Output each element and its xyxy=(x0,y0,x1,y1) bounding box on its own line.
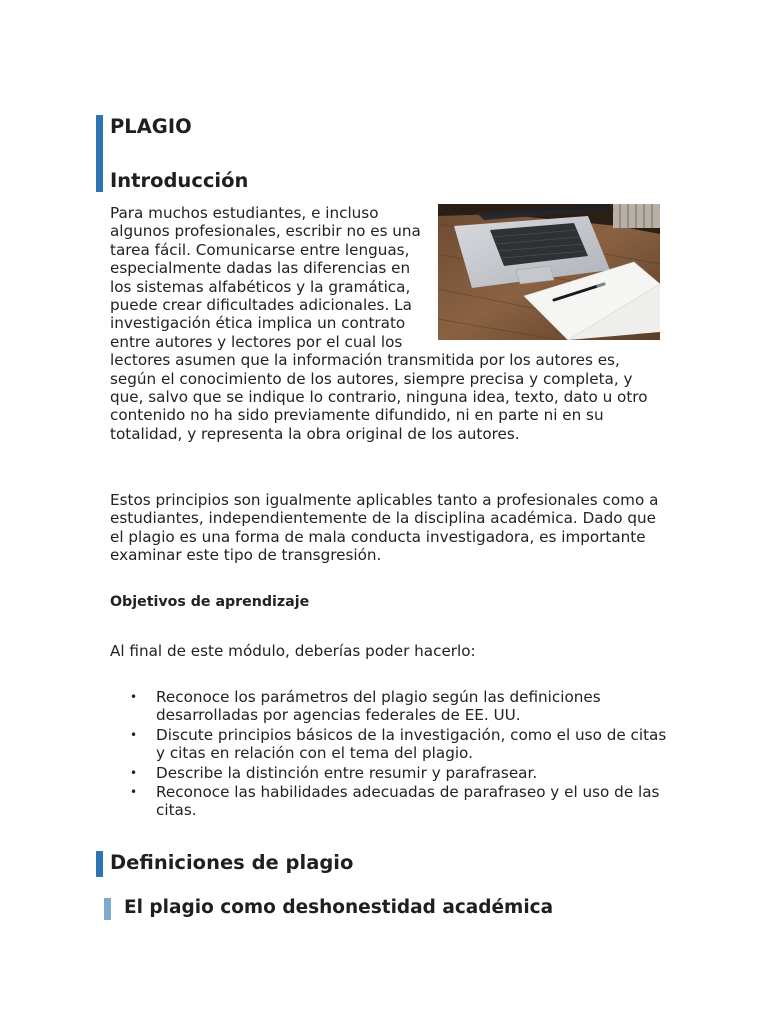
definitions-heading: Definiciones de plagio xyxy=(110,851,354,874)
list-item-text: Describe la distinción entre resumir y parafrasear. xyxy=(156,763,538,782)
section-accent-bar xyxy=(96,851,103,877)
list-item xyxy=(110,726,670,763)
bullet-icon: • xyxy=(130,765,138,780)
list-item xyxy=(110,764,670,782)
intro-paragraph-2: Estos principios son igualmente aplicables tanto a profesionales como a estudiantes, independientemente de la disciplina académica. Dado que el plagio es una forma de mala conducta investigadora, es importante examinar este tipo de transgresión. xyxy=(110,491,659,565)
list-item xyxy=(110,688,670,725)
bullet-icon: • xyxy=(130,785,138,800)
list-item-text: Reconoce las habilidades adecuadas de parafraseo y el uso de las citas. xyxy=(156,783,660,820)
intro-section xyxy=(110,204,670,443)
objectives-list xyxy=(110,688,670,821)
list-item-text: Discute principios básicos de la investigación, como el uso de citas y citas en relación con el tema del plagio. xyxy=(156,725,667,763)
bullet-icon: • xyxy=(130,727,138,742)
objectives-heading: Objetivos de aprendizaje xyxy=(110,594,310,610)
laptop-notebook-photo xyxy=(438,204,660,340)
intro-paragraph-1: Para muchos estudiantes, e incluso algunos profesionales, escribir no es una tarea fácil. Comunicarse entre lenguas, especialmente dadas las diferencias en los sistemas alfabéticos y la gramática, puede crear dificultades adicionales. La investigación ética implica un contrato entre autores y lectores por el cual los lectores asumen que la información transmitida por los autores es, según el conocimiento de los autores, siempre precisa y completa, y que, salvo que se indique lo contrario, ninguna idea, texto, dato u otro contenido no ha sido previamente difundido, ni en parte ni en su totalidad, y representa la obra original de los autores. xyxy=(110,204,648,443)
objectives-lead: Al final de este módulo, deberías poder hacerlo: xyxy=(110,642,476,660)
list-item-text: Reconoce los parámetros del plagio según las definiciones desarrolladas por agencias federales de EE. UU. xyxy=(156,688,601,725)
intro-heading: Introducción xyxy=(110,169,249,192)
subsection-accent-bar xyxy=(104,898,111,920)
list-item xyxy=(110,783,670,820)
bullet-icon: • xyxy=(130,690,138,704)
document-title: PLAGIO xyxy=(110,115,192,138)
academic-dishonesty-heading: El plagio como deshonestidad académica xyxy=(124,897,554,918)
title-accent-bar xyxy=(96,115,103,192)
